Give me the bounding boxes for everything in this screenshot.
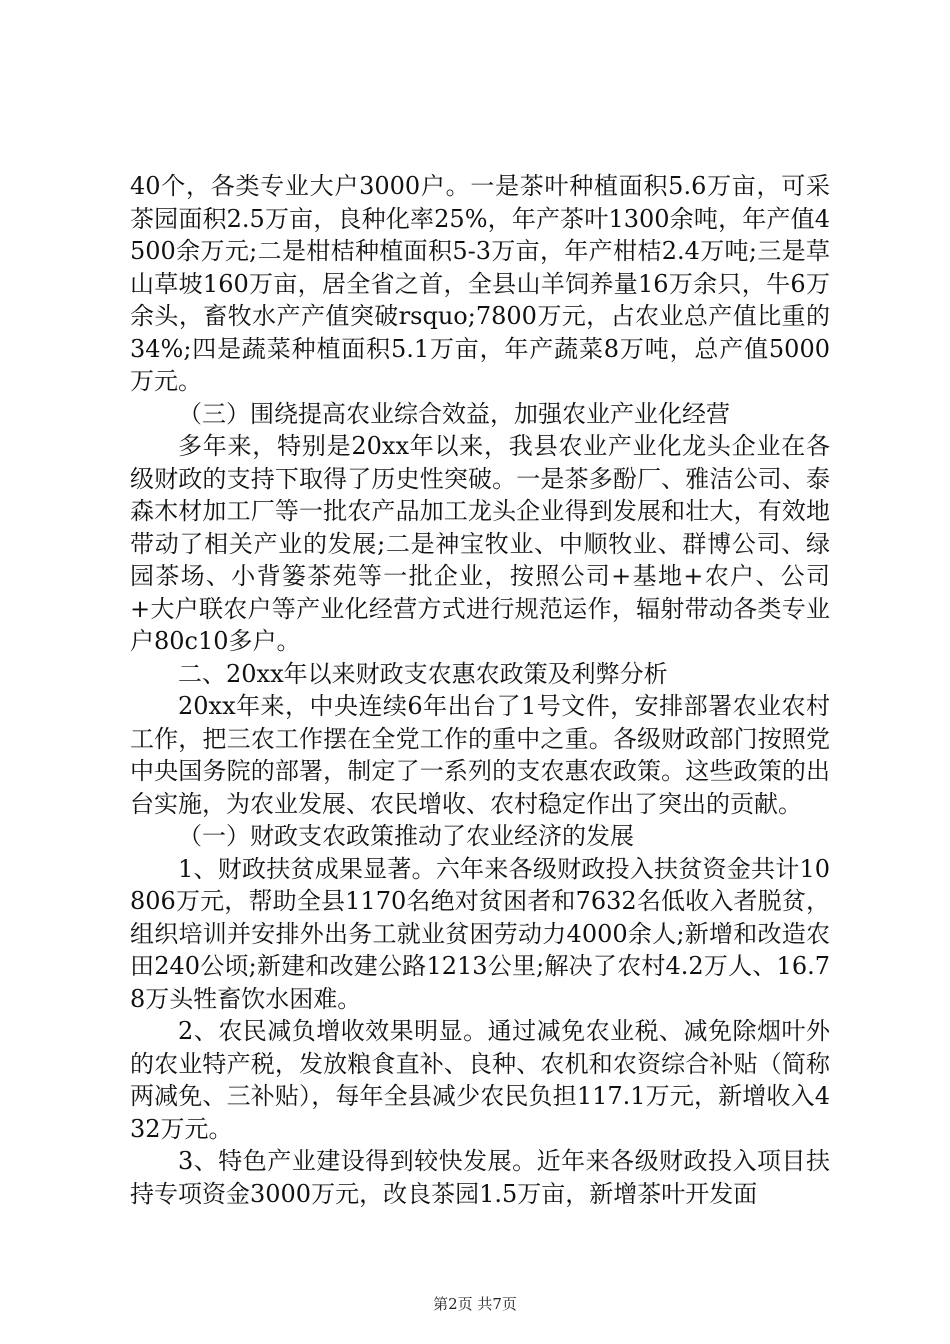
paragraph-continuation: 40个，各类专业大户3000户。一是茶叶种植面积5.6万亩，可采茶园面积2.5万亩，良种化率25%，年产茶叶1300余吨，年产值4500余万元;二是柑桔种植面积5-3万亩，年产柑桔2.4万吨;三是草山草坡160万亩，居全省之首，全县山羊饲养量16万余只，牛6万余头，畜牧水产产值突破rsquo;7800万元，占农业总产值比重的34%;四是蔬菜种植面积5.1万亩，年产蔬菜8万吨，总产值5000万元。 (130, 172, 830, 395)
page-number-footer: 第2页 共7页 (433, 1295, 517, 1313)
section-heading-1: （一）财政支农政策推动了农业经济的发展 (178, 822, 634, 850)
paragraph-poverty-relief: 1、财政扶贫成果显著。六年来各级财政投入扶贫资金共计10806万元，帮助全县1170名绝对贫困者和7632名低收入者脱贫，组织培训并安排外出务工就业贫困劳动力4000余人;新增和改造农田240公顷;新建和改建公路1213公里;解决了农村4.2万人、16.78万头牲畜饮水困难。 (130, 854, 830, 1013)
section-heading-3: （三）围绕提高农业综合效益，加强农业产业化经营 (178, 399, 730, 428)
paragraph-policy-intro: 20xx年来，中央连续6年出台了1号文件，安排部署农业农村工作，把三农工作摆在全党工作的重中之重。各级财政部门按照党中央国务院的部署，制定了一系列的支农惠农政策。这些政策的出台实施，为农业发展、农民增收、农村稳定作出了突出的贡献。 (130, 692, 830, 818)
paragraph-industrialization: 多年来，特别是20xx年以来，我县农业产业化龙头企业在各级财政的支持下取得了历史性突破。一是茶多酚厂、雅洁公司、泰森木材加工厂等一批农产品加工龙头企业得到发展和壮大，有效地带动了相关产业的发展;二是神宝牧业、中顺牧业、群博公司、绿园茶场、小背篓茶苑等一批企业，按照公司+基地+农户、公司+大户联农户等产业化经营方式进行规范运作，辐射带动各类专业户80c10多户。 (130, 432, 830, 655)
paragraph-special-industry: 3、特色产业建设得到较快发展。近年来各级财政投入项目扶持专项资金3000万元，改良茶园1.5万亩，新增茶叶开发面 (130, 1147, 830, 1208)
paragraph-farmer-income: 2、农民减负增收效果明显。通过减免农业税、减免除烟叶外的农业特产税，发放粮食直补、良种、农机和农资综合补贴（简称两减免、三补贴），每年全县减少农民负担117.1万元，新增收入432万元。 (130, 1017, 830, 1143)
section-heading-policy-analysis: 二、20xx年以来财政支农惠农政策及利弊分析 (178, 659, 668, 688)
document-body (130, 170, 830, 1210)
